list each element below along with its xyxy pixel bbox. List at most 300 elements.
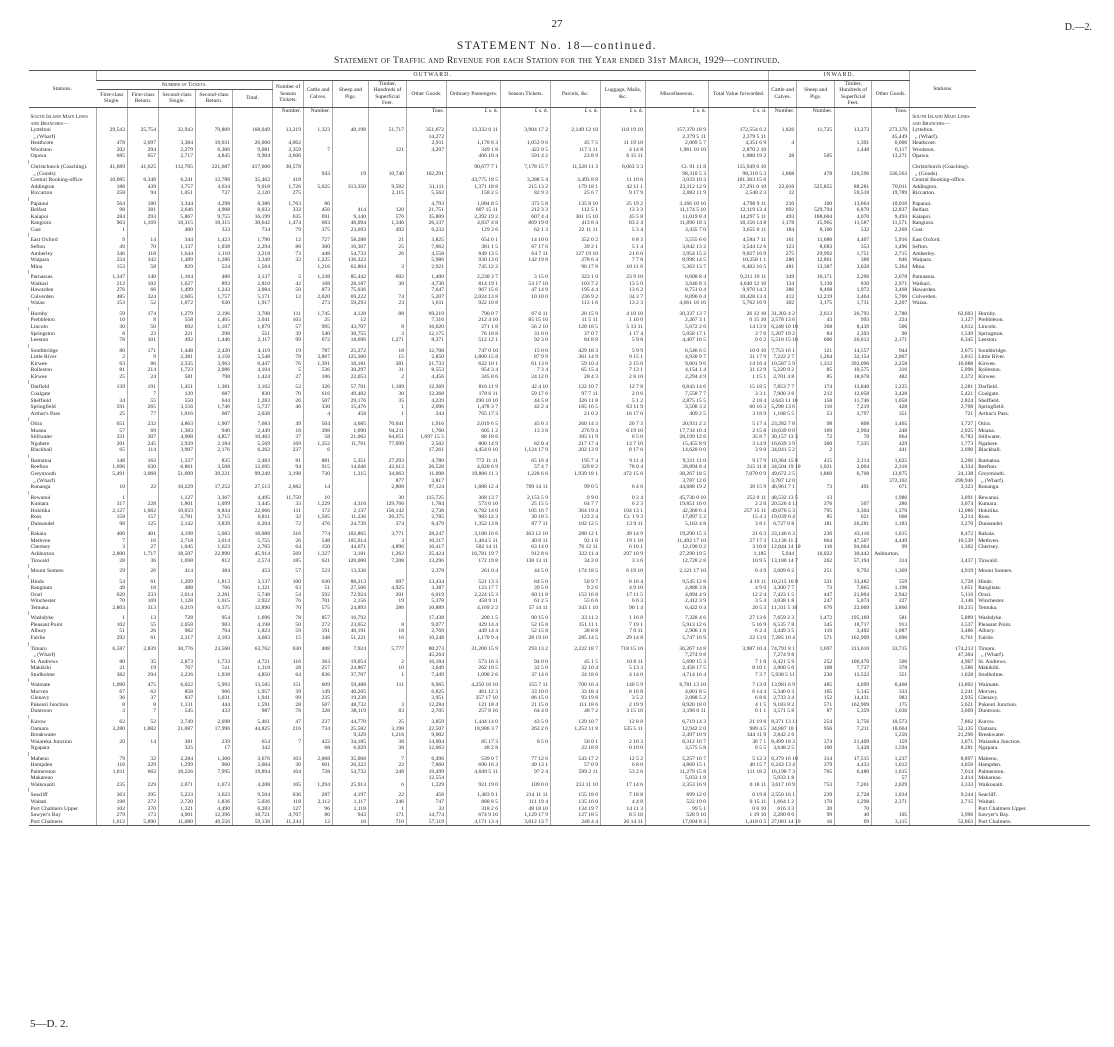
data-cell: 2,029: [872, 782, 910, 789]
data-cell: 2,412 3 9: [646, 598, 709, 605]
data-cell: 17,252: [196, 484, 233, 491]
station-name-right: Pukeuri Junction.: [976, 702, 1090, 709]
station-name: Coalgate: [30, 390, 51, 397]
data-cell: 247: [797, 598, 835, 605]
data-cell: 62 1 3: [501, 227, 551, 234]
col-header: Timber, Hundreds of Superficial Feet.: [369, 81, 407, 108]
data-cell: 6,306: [196, 147, 233, 154]
data-cell: 99: [872, 544, 910, 551]
data-cell: 63,762: [233, 646, 273, 653]
data-cell: 151: [273, 682, 304, 689]
data-cell: 11,761: [333, 441, 369, 448]
data-cell: 63: [97, 361, 128, 368]
data-cell: 25 19 2: [601, 201, 646, 208]
data-cell: 13 2 3: [601, 300, 646, 307]
data-cell: 72: [273, 521, 304, 528]
data-cell: 8,371 13 11: [769, 719, 797, 726]
data-cell: 99: [273, 337, 304, 344]
data-cell: 127: [273, 806, 304, 813]
data-cell: 2,682: [273, 484, 304, 491]
data-cell: 3 5 2: [601, 695, 646, 702]
station-name: Cust: [30, 226, 41, 233]
data-cell: 10,575: [835, 367, 872, 374]
station-name: Breakwater: [30, 732, 57, 739]
data-cell: 5 3 4: [601, 227, 646, 234]
data-cell: 674 9 10: [447, 812, 501, 819]
data-cell: 458 9 11: [447, 598, 501, 605]
data-cell: 82 9 3: [501, 190, 551, 197]
data-cell: 2,281: [910, 384, 976, 391]
station-name-right: Little River.: [976, 354, 1090, 361]
data-cell: 8 17 6: [601, 447, 646, 454]
data-cell: 636: [273, 792, 304, 799]
data-cell: 26,793: [835, 311, 872, 318]
data-cell: 11,244: [273, 819, 304, 826]
station-name-right: Sefton.: [910, 244, 976, 251]
data-cell: 3,787 12 0: [646, 478, 709, 485]
data-cell: 14,620 0 0: [646, 447, 709, 454]
data-cell: 1,957: [233, 689, 273, 696]
data-cell: 18,721: [233, 812, 273, 819]
data-cell: 47,304: [910, 652, 976, 659]
station-name: Papanui: [30, 200, 49, 207]
data-cell: 2,296: [835, 274, 872, 281]
section-heading-row: [29, 114, 1091, 127]
data-cell: 721: [910, 411, 976, 418]
data-cell: 521 13 3: [447, 579, 501, 586]
data-cell: 151 11 1: [551, 622, 601, 629]
data-cell: 74: [369, 294, 407, 301]
data-cell: 45,264: [407, 652, 447, 659]
data-cell: 84 8 8: [551, 337, 601, 344]
station-name-right: Rolleston.: [976, 367, 1090, 374]
data-cell: 47 14 9: [501, 287, 551, 294]
data-cell: 4,730: [407, 281, 447, 288]
data-cell: 20: [97, 739, 128, 746]
data-cell: 2,378: [407, 568, 447, 575]
data-cell: 13 7 10: [601, 441, 646, 448]
data-cell: 2,086: [196, 367, 233, 374]
data-cell: 2,715: [872, 251, 910, 258]
data-cell: 3,437: [910, 558, 976, 565]
station-name-right: Rewanui.: [976, 495, 1090, 502]
data-cell: 7,659 2 3: [769, 615, 797, 622]
data-cell: 169: [797, 428, 835, 435]
data-cell: 6,232: [407, 227, 447, 234]
data-cell: 8 16 4: [601, 579, 646, 586]
data-cell: 2,020: [304, 294, 333, 301]
data-cell: 6,345: [910, 337, 976, 344]
data-cell: 472 15 6: [601, 471, 646, 478]
data-cell: 2,780: [872, 311, 910, 318]
station-name: Pleasant Point: [30, 621, 63, 628]
data-cell: 7,222 2 7: [769, 354, 797, 361]
data-cell: 1,673: [196, 782, 233, 789]
data-cell: 3,464: [835, 294, 872, 301]
data-cell: 1,051: [159, 190, 196, 197]
data-cell: 654 0 1: [447, 237, 501, 244]
data-cell: 326 11 8: [551, 398, 601, 405]
data-cell: 2,728: [835, 792, 872, 799]
data-cell: 128 18 5: [551, 324, 601, 331]
data-cell: 1,216: [304, 264, 333, 271]
data-cell: 140: [128, 274, 159, 281]
data-cell: 0 10 0: [601, 745, 646, 752]
data-cell: 257: [304, 665, 333, 672]
data-cell: 2,067: [872, 354, 910, 361]
data-cell: 3,859: [407, 719, 447, 726]
data-cell: 1: [97, 615, 128, 622]
data-cell: 5 1 4: [601, 244, 646, 251]
data-cell: 795: [797, 508, 835, 515]
data-cell: 3 9 0: [709, 447, 769, 454]
data-cell: 2,738: [407, 508, 447, 515]
data-cell: 1,961 10 10: [646, 147, 709, 154]
data-cell: 14,774: [407, 812, 447, 819]
data-cell: 536: [304, 367, 333, 374]
data-cell: 17: [196, 745, 233, 752]
data-cell: 38,119: [333, 708, 369, 715]
data-cell: 6 8 3: [601, 237, 646, 244]
data-cell: 6: [304, 447, 333, 454]
data-cell: 13,664: [835, 201, 872, 208]
data-cell: 49,876 5 3: [769, 508, 797, 515]
data-cell: 1,062: [128, 508, 159, 515]
data-cell: 630: [196, 300, 233, 307]
data-cell: 368: [797, 324, 835, 331]
units-cell: Number.: [797, 107, 835, 114]
data-cell: 31 12 9: [709, 367, 769, 374]
document-reference: D.—2.: [1064, 22, 1092, 33]
data-cell: 1,323: [304, 127, 333, 134]
data-cell: 798: [196, 374, 233, 381]
data-cell: 816 11 9: [447, 384, 501, 391]
col-header: Season Tickets.: [501, 81, 551, 108]
data-cell: 412: [769, 294, 797, 301]
data-cell: 1,723: [159, 367, 196, 374]
blank-cell: [601, 114, 646, 127]
data-cell: 6 10 1: [601, 544, 646, 551]
station-name: Leeston: [30, 337, 49, 344]
data-cell: 730: [304, 471, 333, 478]
data-cell: 3,384: [159, 140, 196, 147]
data-cell: 2,935: [910, 695, 976, 702]
station-name: Waiareka Junction: [30, 738, 72, 745]
data-cell: 18,664: [872, 726, 910, 733]
data-cell: 316: [872, 367, 910, 374]
data-cell: 2,888 3 8: [646, 585, 709, 592]
data-cell: 869 19 0: [501, 220, 551, 227]
data-cell: 52 15 8: [501, 622, 551, 629]
data-cell: 94,664: [835, 544, 872, 551]
data-cell: 12,369: [407, 384, 447, 391]
station-name: Riccarton: [30, 190, 53, 197]
data-cell: 1,124 17 9: [501, 447, 551, 454]
data-cell: 559: [872, 579, 910, 586]
data-cell: 408: [304, 646, 333, 653]
data-cell: 21 19 8: [709, 719, 769, 726]
data-cell: 374: [369, 521, 407, 528]
data-cell: 353: [835, 244, 872, 251]
data-cell: 8,965: [407, 682, 447, 689]
data-cell: 248: [872, 428, 910, 435]
data-cell: 76: [273, 598, 304, 605]
data-cell: 116: [97, 762, 128, 769]
data-cell: 28: [273, 702, 304, 709]
data-cell: 1,907: [196, 421, 233, 428]
blank-cell: [646, 114, 709, 127]
data-cell: 1,215: [333, 471, 369, 478]
station-name-right: Orari.: [976, 592, 1090, 599]
data-cell: 6,022: [159, 682, 196, 689]
data-cell: 4 1 5: [709, 702, 769, 709]
station-name-right: Kurow.: [976, 719, 1090, 726]
data-cell: 5 9 8: [601, 337, 646, 344]
data-cell: 3 8 1: [709, 521, 769, 528]
data-cell: 3,175: [797, 300, 835, 307]
station-name: Hornby: [30, 310, 48, 317]
data-cell: 49 14 9: [601, 531, 646, 538]
data-cell: 237: [273, 447, 304, 454]
data-cell: 352 0 2: [551, 237, 601, 244]
data-cell: 17 14 6: [601, 782, 646, 789]
data-cell: 344 11 9: [709, 732, 769, 739]
data-cell: 1 15 1: [709, 374, 769, 381]
data-cell: 4,894 4 9: [646, 592, 709, 599]
station-name: Opawa: [30, 153, 47, 160]
data-cell: 849 13 5: [447, 251, 501, 258]
data-cell: 16: [128, 538, 159, 545]
data-cell: 4,837 4 8: [447, 220, 501, 227]
data-cell: 1,352: [304, 441, 333, 448]
data-cell: 1,826: [769, 127, 797, 134]
station-name: Morven: [30, 688, 49, 695]
data-cell: 429 14 4: [447, 622, 501, 629]
data-cell: 116: [797, 544, 835, 551]
data-cell: 273,370: [872, 127, 910, 134]
data-cell: 10,085: [97, 177, 128, 184]
data-cell: 993: [835, 317, 872, 324]
station-name-right: Culverden.: [910, 294, 976, 301]
station-name: Tinwald: [30, 557, 49, 564]
data-cell: 1,128: [159, 598, 196, 605]
data-cell: 88,281: [835, 184, 872, 191]
data-cell: 384: [196, 568, 233, 575]
data-cell: 295: [128, 792, 159, 799]
data-cell: 1,084 8 5: [447, 201, 501, 208]
data-cell: 23,652: [333, 622, 369, 629]
data-cell: 1,972: [835, 287, 872, 294]
data-cell: 6,496: [407, 756, 447, 763]
data-cell: 40 6 11: [501, 538, 551, 545]
data-cell: 52 15 8: [501, 628, 551, 635]
data-cell: 39: [273, 689, 304, 696]
data-cell: 1,189: [369, 384, 407, 391]
data-cell: 9 17 9: [709, 458, 769, 465]
data-cell: 1,697: [797, 646, 835, 653]
data-cell: 9: [128, 354, 159, 361]
data-cell: 10,215: [910, 605, 976, 612]
data-cell: 106: [304, 374, 333, 381]
station-name: Lyttelton: [30, 127, 51, 134]
data-cell: 25,424: [407, 551, 447, 558]
data-cell: 4,685: [333, 421, 369, 428]
data-cell: 13,136 11 2: [769, 538, 797, 545]
data-cell: 3,867: [304, 354, 333, 361]
data-cell: 101: [128, 337, 159, 344]
data-cell: 429 18 3: [551, 348, 601, 355]
data-cell: 4,612: [910, 324, 976, 331]
data-cell: 44 5 8: [501, 398, 551, 405]
data-cell: 709 14 11: [501, 484, 551, 491]
data-cell: 1,717: [128, 551, 159, 558]
data-cell: 8: [128, 702, 159, 709]
data-cell: 33 18 4: [551, 689, 601, 696]
data-cell: 734: [304, 726, 333, 733]
data-cell: 1,627: [159, 281, 196, 288]
data-cell: 8: [97, 331, 128, 338]
data-cell: 265: [128, 404, 159, 411]
data-cell: 79: [97, 756, 128, 763]
data-cell: 142 19 8: [501, 257, 551, 264]
data-cell: 13,522: [835, 672, 872, 679]
data-cell: 5 13 3: [601, 665, 646, 672]
data-cell: 2,873: [159, 659, 196, 666]
data-cell: 539 0 7: [447, 756, 501, 763]
data-cell: 1,698: [159, 558, 196, 565]
data-cell: 3,617 10 9: [769, 782, 797, 789]
data-cell: 42 2 4: [501, 404, 551, 411]
data-cell: 22,890: [196, 551, 233, 558]
data-cell: 4,606: [273, 153, 304, 160]
data-cell: 4,449: [872, 538, 910, 545]
data-cell: 5,889: [910, 615, 976, 622]
data-cell: 13,840: [835, 384, 872, 391]
data-cell: 1,763: [273, 201, 304, 208]
station-name-right: Southbridge.: [976, 348, 1090, 355]
data-cell: 6,262: [233, 447, 273, 454]
data-cell: 995: [304, 324, 333, 331]
station-name-right: Washdyke.: [976, 615, 1090, 622]
station-name-right: Timaru.: [976, 646, 1090, 653]
data-cell: 989 4 5: [709, 726, 769, 733]
data-cell: 51,221: [333, 635, 369, 642]
data-cell: 4,407 16 5: [646, 337, 709, 344]
data-cell: 117 3 11: [551, 147, 601, 154]
data-cell: 26: [128, 628, 159, 635]
data-cell: 2,284: [159, 756, 196, 763]
data-cell: 59: [97, 311, 128, 318]
data-cell: 11,750: [273, 495, 304, 502]
data-cell: 27 17 3: [709, 538, 769, 545]
data-cell: 29,543: [97, 127, 128, 134]
data-cell: 32: [128, 756, 159, 763]
data-cell: 1: [369, 672, 407, 679]
data-cell: 10,033: [159, 508, 196, 515]
data-cell: 202: [97, 147, 128, 154]
data-cell: 966: [196, 689, 233, 696]
data-cell: 3,435 7 0: [646, 227, 709, 234]
data-cell: 8,844: [196, 508, 233, 515]
data-cell: 34,887 10 1: [769, 726, 797, 733]
data-cell: 41,625: [128, 164, 159, 171]
data-cell: 83: [369, 708, 407, 715]
data-cell: 753: [797, 782, 835, 789]
station-name-right: Sawyer's Bay.: [976, 812, 1090, 819]
data-cell: 29,992: [797, 251, 835, 258]
data-cell: 1,496: [872, 244, 910, 251]
data-cell: 67 6 11: [501, 311, 551, 318]
data-cell: 30: [369, 281, 407, 288]
data-cell: 830: [233, 391, 273, 398]
station-name: Arthur's Pass: [30, 410, 60, 417]
data-cell: 2,904: [835, 428, 872, 435]
data-cell: 630: [128, 464, 159, 471]
units-cell: [369, 107, 407, 114]
data-cell: 10: [97, 484, 128, 491]
data-cell: 111 19 4: [501, 799, 551, 806]
data-cell: 960: [196, 762, 233, 769]
station-name: Waikari: [30, 280, 49, 287]
data-cell: 116: [273, 659, 304, 666]
data-cell: 2,458 17 5: [646, 665, 709, 672]
data-cell: 7,211: [835, 726, 872, 733]
data-cell: 1,299: [159, 762, 196, 769]
data-cell: 78: [273, 615, 304, 622]
data-cell: 129,766: [369, 501, 407, 508]
data-cell: 16: [369, 635, 407, 642]
data-cell: 37: [273, 434, 304, 441]
data-cell: 2,004: [835, 464, 872, 471]
data-cell: 558: [159, 317, 196, 324]
data-cell: 36: [128, 558, 159, 565]
data-cell: Cr. 1 9 3: [601, 514, 646, 521]
station-name-right: Oamaru.: [976, 726, 1090, 733]
station-name: Waitati: [30, 799, 47, 806]
data-cell: 535 5 11: [601, 726, 646, 733]
data-cell: 2 10 3: [601, 739, 646, 746]
data-cell: 3,069: [910, 708, 976, 715]
data-cell: 2,502: [407, 441, 447, 448]
data-cell: 92 3 0: [501, 337, 551, 344]
data-cell: 70: [835, 806, 872, 813]
data-cell: 1,038: [196, 244, 233, 251]
data-cell: 13,981 6 9: [769, 682, 797, 689]
data-cell: 4,707: [273, 812, 304, 819]
data-cell: 90: [872, 331, 910, 338]
data-cell: 8,751 0 4: [646, 287, 709, 294]
data-cell: 34 3 7: [601, 294, 646, 301]
statement-subtitle: Statement of Traffic and Revenue for each Station for the Year ended 31st March, 1929—continued.: [333, 56, 781, 66]
data-cell: 63: [273, 585, 304, 592]
data-cell: 2,379 5 11: [646, 134, 709, 141]
data-cell: 2,769: [407, 628, 447, 635]
data-cell: 22,016: [769, 184, 797, 191]
data-cell: 10,587 5 9: [769, 361, 797, 368]
data-cell: 606: [797, 337, 835, 344]
blank-cell: [769, 114, 797, 127]
data-cell: 45,914: [233, 551, 273, 558]
data-cell: 96: [304, 806, 333, 813]
data-cell: 54,733: [333, 251, 369, 258]
station-name-right: Palmerston.: [976, 769, 1090, 776]
data-cell: 98,310 5 3: [646, 171, 709, 178]
data-cell: 2,294 4 9: [646, 374, 709, 381]
data-cell: 31 0 0: [501, 331, 551, 338]
data-cell: 5,938 5 11: [769, 672, 797, 679]
data-cell: 195 7 4: [551, 458, 601, 465]
blank-cell: [551, 114, 601, 127]
